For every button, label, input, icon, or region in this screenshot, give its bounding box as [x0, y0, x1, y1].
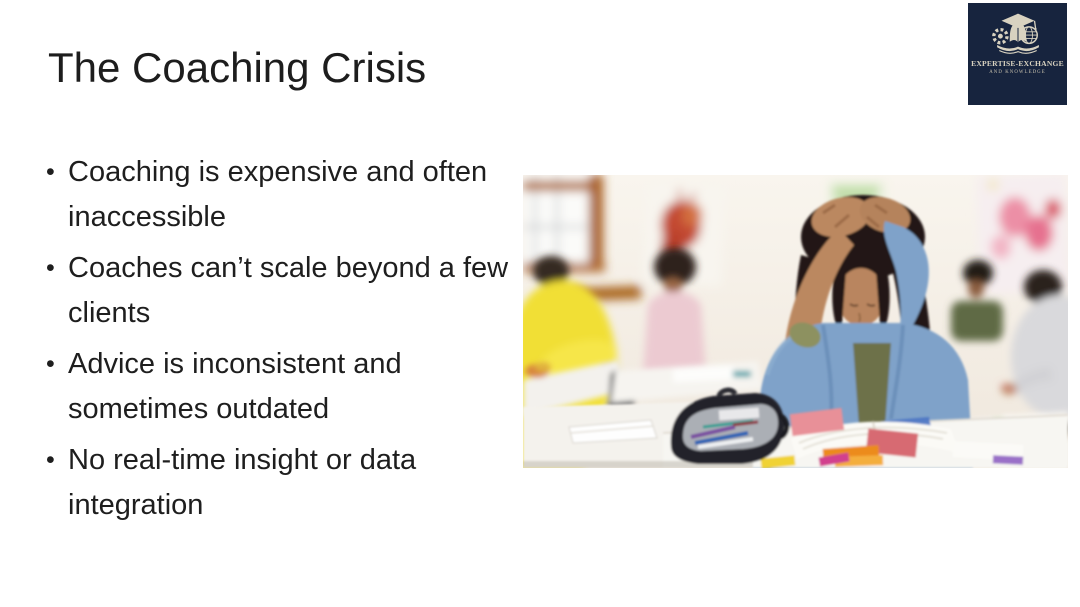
- bullet-text: Coaches can’t scale beyond a few clients: [68, 252, 509, 329]
- bullet-item: [46, 342, 524, 432]
- bullet-marker: •: [46, 158, 55, 186]
- bullet-item: [46, 438, 524, 528]
- bullet-item: [46, 246, 524, 336]
- bullet-text: Advice is inconsistent and sometimes outdated: [68, 348, 402, 425]
- photo-student-shirt: [853, 343, 891, 427]
- bullet-item: [46, 150, 524, 240]
- gear-icon: [993, 30, 1006, 43]
- classroom-photo-illustration: [523, 175, 1068, 468]
- bullet-text: Coaching is expensive and often inaccessible: [68, 156, 488, 233]
- classroom-photo: [523, 175, 1068, 468]
- bullet-marker: •: [46, 350, 55, 378]
- page-title: The Coaching Crisis: [48, 44, 427, 91]
- logo-tagline: AND KNOWLEDGE: [989, 70, 1046, 75]
- bullet-list: [46, 150, 524, 534]
- bullet-text: No real-time insight or data integration: [68, 444, 417, 521]
- bullet-marker: •: [46, 446, 55, 474]
- logo-emblem: [985, 12, 1051, 56]
- open-book-icon: [997, 45, 1039, 53]
- company-logo: [968, 3, 1067, 105]
- photo-purple-paper: [993, 455, 1023, 465]
- logo-name: EXPERTISE-EXCHANGE: [971, 59, 1064, 68]
- bullet-marker: •: [46, 254, 55, 282]
